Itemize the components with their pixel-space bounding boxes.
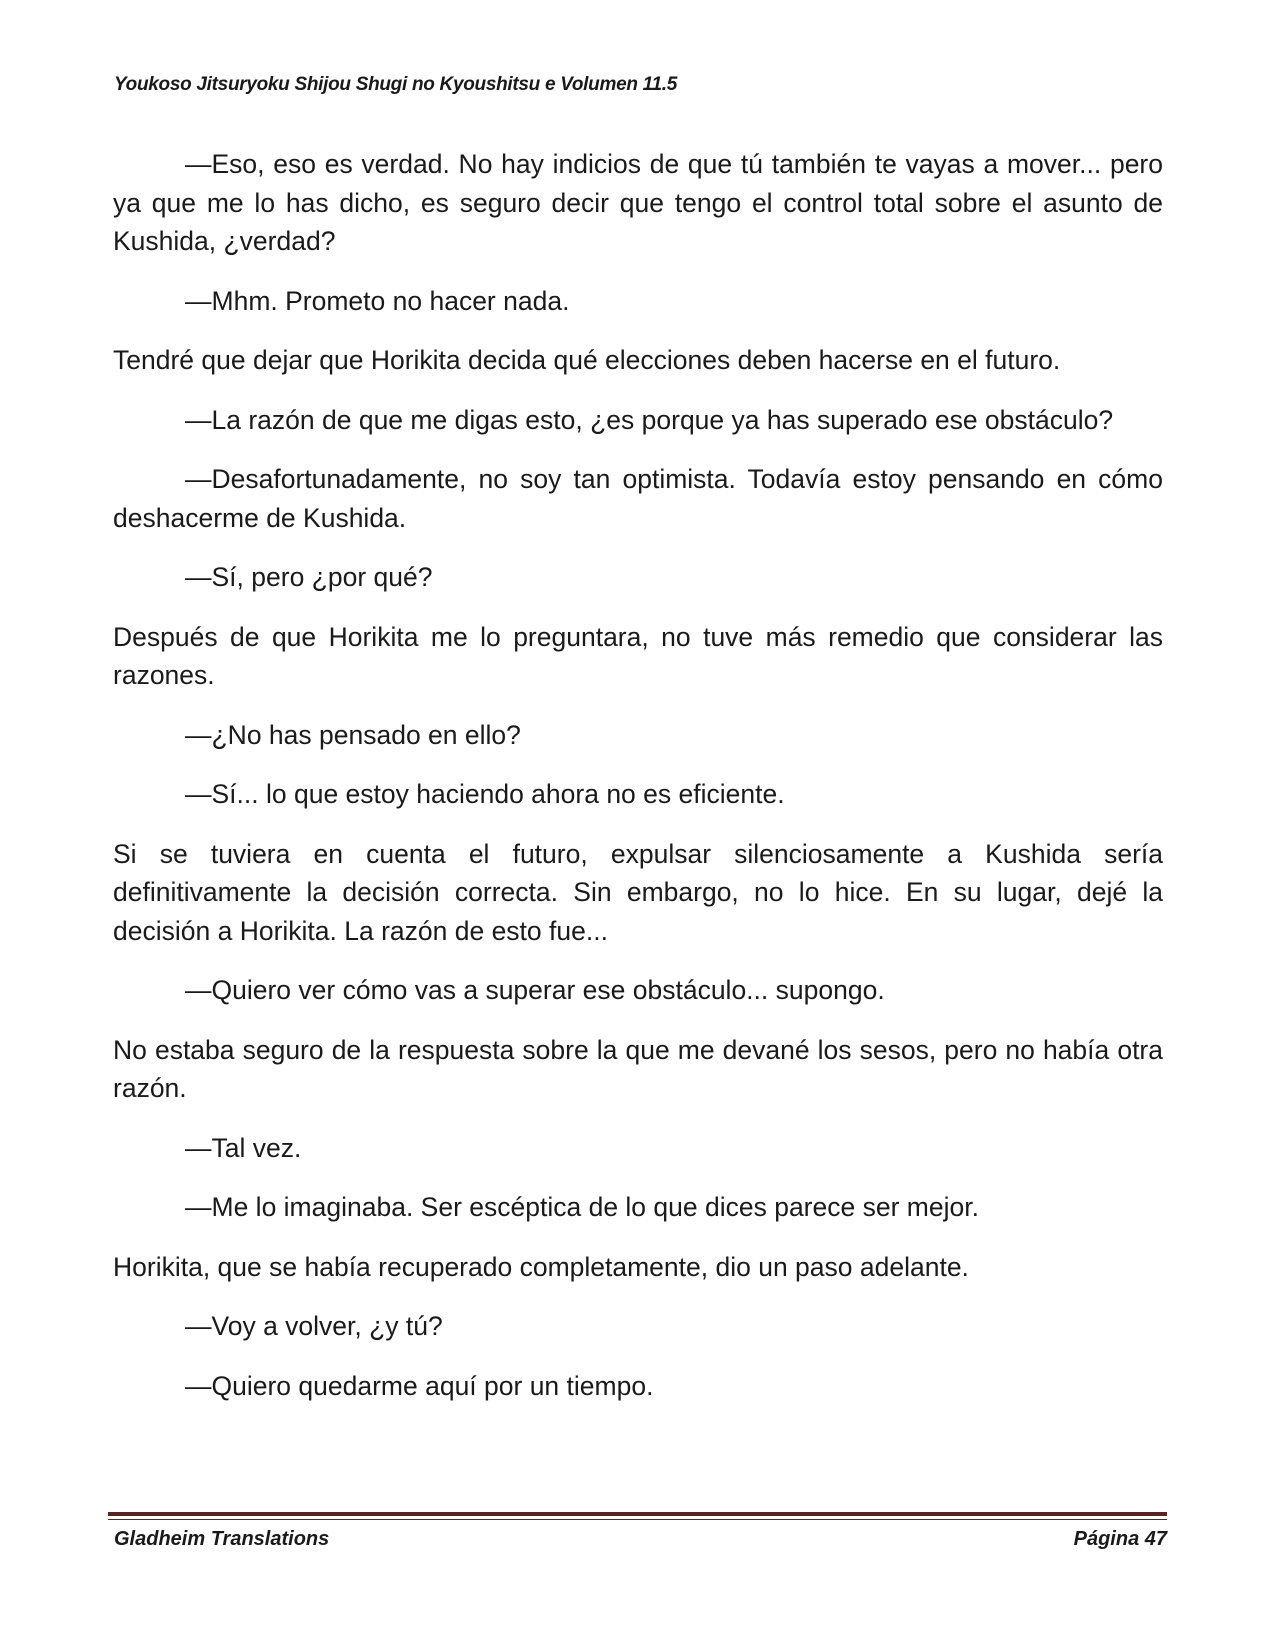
paragraph: —Me lo imaginaba. Ser escéptica de lo que dices parece ser mejor. [185, 1192, 979, 1222]
paragraph: —Desafortunadamente, no soy tan optimista. Todavía estoy pensando en cómo deshacerme de Kushida. [113, 464, 1163, 533]
footer-translator: Gladheim Translations [114, 1528, 330, 1550]
paragraph: Después de que Horikita me lo preguntara, no tuve más remedio que considerar las razones. [113, 621, 1163, 690]
paragraph: Tendré que dejar que Horikita decida qué elecciones deben hacerse en el futuro. [113, 345, 1061, 375]
paragraph: Horikita, que se había recuperado completamente, dio un paso adelante. [113, 1251, 969, 1282]
paragraph: —Voy a volver, ¿y tú? [185, 1311, 443, 1341]
footer-divider-thin [108, 1519, 1167, 1520]
running-header: Youkoso Jitsuryoku Shijou Shugi no Kyoushitsu e Volumen 11.5 [114, 74, 677, 95]
paragraph: Si se tuviera en cuenta el futuro, expulsar silenciosamente a Kushida sería definitivamente la decisión correcta. Sin embargo, no lo hice. En su lugar, dejé la decisión a Horikita. La razón de esto fue... [113, 838, 1163, 946]
footer-page-number: Página 47 [1073, 1528, 1167, 1550]
paragraph: —Mhm. Prometo no hacer nada. [185, 285, 570, 316]
paragraph: —Quiero quedarme aquí por un tiempo. [185, 1370, 654, 1401]
paragraph: —Quiero ver cómo vas a superar ese obstáculo... supongo. [185, 975, 885, 1005]
paragraph: No estaba seguro de la respuesta sobre la que me devané los sesos, pero no había otra razón. [113, 1034, 1163, 1103]
paragraph: —Sí, pero ¿por qué? [185, 562, 433, 592]
paragraph: —Tal vez. [185, 1132, 302, 1163]
page-body [113, 145, 1163, 1426]
paragraph: —La razón de que me digas esto, ¿es porque ya has superado ese obstáculo? [185, 404, 1114, 435]
paragraph: —¿No has pensado en ello? [185, 719, 521, 750]
paragraph: —Sí... lo que estoy haciendo ahora no es eficiente. [185, 779, 785, 809]
paragraph: —Eso, eso es verdad. No hay indicios de que tú también te vayas a mover... pero ya que me lo has dicho, es seguro decir que tengo el control total sobre el asunto de Kushida, ¿verdad? [113, 149, 1163, 256]
footer-divider [108, 1512, 1167, 1516]
